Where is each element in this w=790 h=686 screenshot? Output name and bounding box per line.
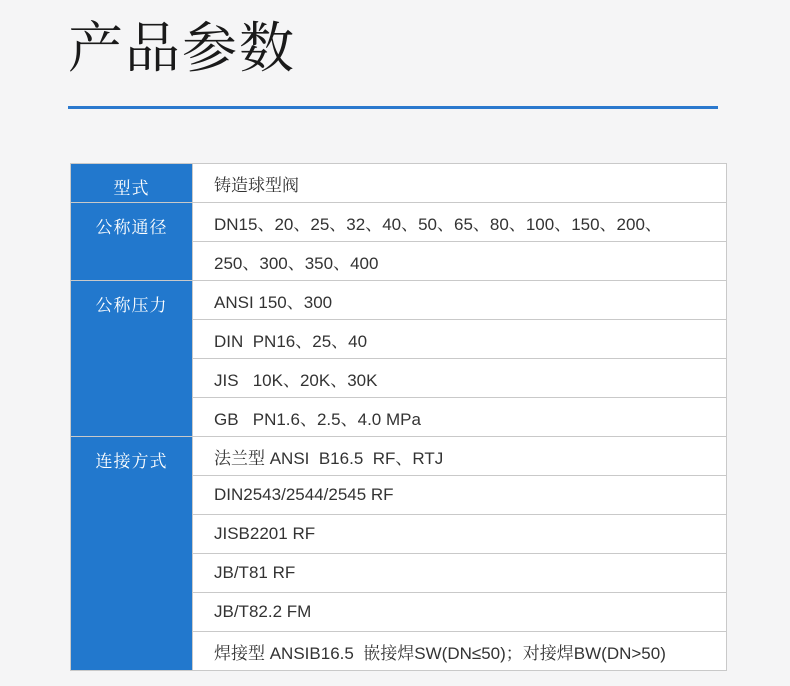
param-value-cell: JB/T82.2 FM xyxy=(193,593,727,632)
param-label-type: 型式 xyxy=(71,164,193,203)
product-spec-table xyxy=(70,163,728,686)
param-value-cell: JISB2201 RF xyxy=(193,515,727,554)
param-value-cell: 铸造球型阀 xyxy=(193,164,727,203)
param-value-cell: 法兰型 ANSI B16.5 RF、RTJ xyxy=(193,437,727,476)
table-row xyxy=(71,203,727,242)
spec-table xyxy=(70,163,727,671)
param-value-cell: ANSI 150、300 xyxy=(193,281,727,320)
table-row xyxy=(71,164,727,203)
param-value-cell: DIN PN16、25、40 xyxy=(193,320,727,359)
param-value-cell: 250、300、350、400 xyxy=(193,242,727,281)
param-label-connection-type: 连接方式 xyxy=(71,437,193,671)
table-row xyxy=(71,281,727,320)
table-row xyxy=(71,437,727,476)
page-title: 产品参数 xyxy=(68,17,297,79)
param-value-cell: JB/T81 RF xyxy=(193,554,727,593)
param-value-cell: DIN2543/2544/2545 RF xyxy=(193,476,727,515)
param-value-cell: JIS 10K、20K、30K xyxy=(193,359,727,398)
param-label-nominal-pressure: 公称压力 xyxy=(71,281,193,437)
param-value-cell: GB PN1.6、2.5、4.0 MPa xyxy=(193,398,727,437)
param-label-nominal-diameter: 公称通径 xyxy=(71,203,193,281)
param-value-cell: DN15、20、25、32、40、50、65、80、100、150、200、 xyxy=(193,203,727,242)
title-underline xyxy=(68,106,718,109)
param-value-cell: 焊接型 ANSIB16.5 嵌接焊SW(DN≤50)；对接焊BW(DN>50) xyxy=(193,632,727,671)
